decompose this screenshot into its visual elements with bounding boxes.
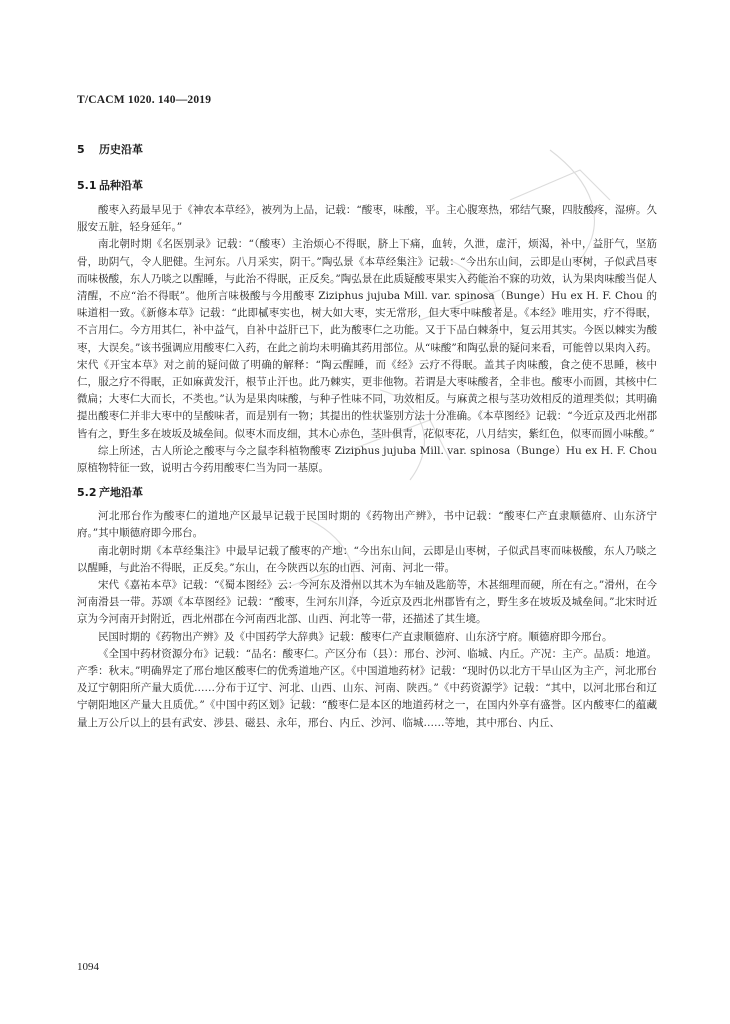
paragraph: 宋代《嘉祐本草》记载：“《蜀本图经》云：今河东及滑州以其木为车轴及匙筋等，木甚细理而硬，所在有之。”滑州，在今河南滑县一带。苏颂《本草图经》记载：“酸枣，生河东川泽，今近京及西北州郡皆有之，野生多在坡坂及城垒间。”北宋时近京为今河南开封附近，西北州郡在今河南西北部、山西、河北等一带，还描述了其生境。 xyxy=(77,579,657,626)
subsection-title: 产地沿革 xyxy=(99,486,143,500)
paragraph: 南北朝时期《本草经集注》中最早记载了酸枣的产地：“今出东山间，云即是山枣树，子似武昌枣而味极酸，东人乃啖之以醒睡，与此治不得眠，正反矣。”东山，在今陕西以东的山西、河南、河北一带。 xyxy=(77,544,657,574)
paragraph: 综上所述，古人所论之酸枣与今之鼠李科植物酸枣 Ziziphus jujuba Mill. var. spinosa（Bunge）Hu ex H. F. Chou 原植物特征一致，说明古今药用酸枣仁当为同一基原。 xyxy=(77,444,657,475)
subsection-number: 5.2 xyxy=(77,486,97,500)
paragraph: 民国时期的《药物出产辨》及《中国药学大辞典》记载：酸枣仁产直隶顺德府、山东济宁府。顺德府即今邢台。 xyxy=(98,630,613,643)
section-heading xyxy=(77,141,657,157)
paragraph: 南北朝时期《名医别录》记载：“（酸枣）主治烦心不得眠，脐上下痛，血转，久泄，虚汗，烦渴，补中，益肝气，坚筋骨，助阴气，令人肥健。生河东。八月采实，阴干。”陶弘景《本草经集注》记载：“今出东山间，云即是山枣树，子似武昌枣而味极酸，东人乃啖之以醒睡，与此治不得眠，正反矣。”陶弘景在此质疑酸枣果实入药能治不寐的功效，认为果肉味酸当促人清醒，不应“治不得眠”。他所言味极酸与今用酸枣 Ziziphus jujuba Mill. var. spinosa（Bunge）Hu ex H. F. Chou 的味道相一致。《新修本草》记载：“此即樲枣实也，树大如大枣，实无常形，但大枣中味酸者是。《本经》唯用实，疗不得眠，不言用仁。今方用其仁，补中益气，自补中益肝已下，此为酸枣仁之功能。又于下品白棘条中，复云用其实。今医以棘实为酸枣，大误矣。”该书强调应用酸枣仁入药，在此之前均未明确其药用部位。从“味酸”和陶弘景的疑问来看，可能曾以果肉入药。宋代《开宝本草》对之前的疑问做了明确的解释：“陶云醒睡，而《经》云疗不得眠。盖其子肉味酸，食之使不思睡，核中仁，服之疗不得眠，正如麻黄发汗，根节止汗也。此乃棘实，更非他物。若谓是大枣味酸者，全非也。酸枣小而圆，其核中仁微扁；大枣仁大而长，不类也。”认为是果肉味酸，与种子性味不同，功效相反。与麻黄之根与茎功效相反的道理类似；其明确提出酸枣仁并非大枣中的呈酸味者，而是别有一物；其提出的性状鉴别方法十分准确。《本草图经》记载：“今近京及西北州郡皆有之，野生多在坡坂及城垒间。似枣木而皮细，其木心赤色，茎叶俱青，花似枣花，八月结实，紫红色，似枣而圆小味酸。” xyxy=(77,238,657,440)
subsection-number: 5.1 xyxy=(77,179,97,192)
page-number: 1094 xyxy=(77,961,99,973)
standard-code: T/CACM 1020. 140—2019 xyxy=(77,94,212,106)
subsection-title: 品种沿革 xyxy=(99,179,143,192)
paragraph: 《全国中药材资源分布》记载：“品名：酸枣仁。产区分布（县）：邢台、沙河、临城、内丘。产况：主产。品质：地道。产季：秋末。”明确界定了邢台地区酸枣仁的优秀道地产区。《中国道地药材》记载：“现时仍以北方干旱山区为主产，河北邢台及辽宁朝阳所产量大质优……分布于辽宁、河北、山西、山东、河南、陕西。”《中药资源学》记载：“其中，以河北邢台和辽宁朝阳地区产量大且质优。”《中国中药区划》记载：“酸枣仁是本区的地道药材之一，在国内外享有盛誉。区内酸枣仁的蕴藏量上万公斤以上的县有武安、涉县、磁县、永年，邢台、内丘、沙河、临城……等地，其中邢台、内丘、 xyxy=(77,647,657,729)
paragraph: 酸枣入药最早见于《神农本草经》，被列为上品，记载：“酸枣，味酸，平。主心腹寒热，邪结气聚，四肢酸疼，湿痹。久服安五脏，轻身延年。” xyxy=(77,204,657,234)
document-body xyxy=(77,141,657,732)
section-number: 5 xyxy=(77,143,85,156)
paragraph: 河北邢台作为酸枣仁的道地产区最早记载于民国时期的《药物出产辨》，书中记载：“酸枣仁产直隶顺德府、山东济宁府。”其中顺德府即今邢台。 xyxy=(77,510,657,540)
subsection-heading xyxy=(77,484,657,500)
subsection-heading xyxy=(77,177,657,193)
section-title: 历史沿革 xyxy=(99,143,143,156)
